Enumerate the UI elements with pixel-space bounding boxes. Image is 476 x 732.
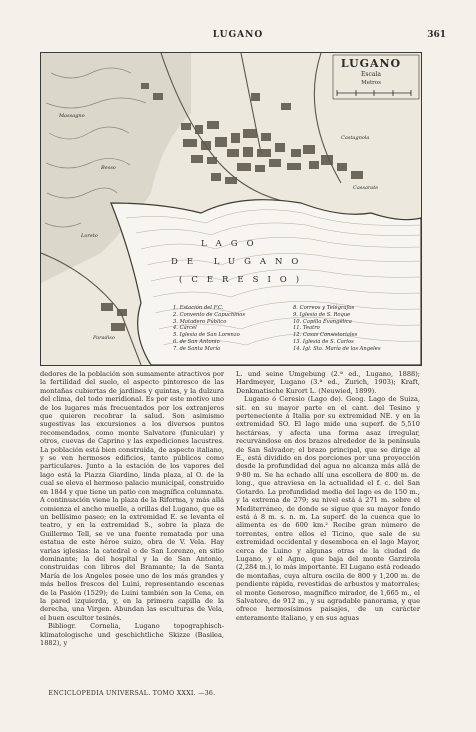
lake-label: LAGO (201, 239, 263, 249)
map-legend-left (173, 305, 245, 353)
legend-item: 14. Igl. Sta. María de los Angeles (293, 345, 381, 352)
place-label: Paradiso (93, 335, 115, 341)
legend-item: 2. Convento de Capuchinos (173, 311, 246, 318)
legend-item: 10. Capilla Evangélica (293, 318, 352, 325)
article-lake-lugano: Lugano ó Ceresio (Lago de). Geog. Lago de Suiza, sit. en su mayor parte en el cant. del Tesino y perteneciente á Italia por su extremidad NE. y en la extremidad SO. El lago mide una superf. de 5,510 hectáreas, y afecta una forma asaz irregular, recurvándose en dos brazos alrededor de la península de San Salvador; el brazo principal, que se dirige al E., está dividido en dos porciones por una proyección desde la profundidad del agua no alcanza más allá de 9·80 m. Se ha echado allí una escollera de 800 m. de long., que atraviesa en la actualidad el f. c. del San Gotardo. La profundidad media del lago es de 150 m., y la extrema de 279; su nivel está á 271 m. sobre el Mediterráneo, de donde se sigue que su mayor fondo está á 8 m. s. n. m. La superf. de la cuenca que lo alimenta es de 600 km.² Recibe gran número de torrentes, entre ellos el Ticino, que sale de su extremidad occidental y desemboca en el lago Mayor, cerca de Luino y algunas otras de la ciudad de Lugano, y el Agno, que baja del monte Garzirola (2,284 m.), lo más importante. El Lugano está rodeado de montañas, cuya altura oscila de 800 y 1,200 m. de pendiente rápida, revestidas de arbustos y matorrales; el monte Generoso, magnífico mirador, de 1,665 m., el Salvatore, de 912 m., y su agradable panorama, y que ofrece hermosísimos paisajes, de un carácter enteramente italiano, y en sus aguas (236, 395, 420, 622)
legend-item: 4. Cárcel (173, 325, 197, 332)
right-column (236, 370, 420, 622)
place-label: Loreto (81, 233, 98, 239)
paragraph: L. und seine Umgebung (2.ª ed., Lugano, 1888); Hardmeyer, Lugano (3.ª ed., Zurich, 1903); Kraft, Denkmatische Kurort L. (Neuwied, 1899). (236, 370, 420, 395)
running-title: LUGANO (212, 30, 264, 40)
legend-item: 5. Iglesia de San Lorenzo (173, 332, 240, 339)
map-title: LUGANO (340, 57, 402, 70)
place-label: Castagnola (341, 135, 370, 141)
left-column (40, 370, 224, 647)
article-body (40, 370, 420, 688)
legend-item: 11. Teatro (293, 325, 320, 332)
place-label: Massagno (59, 113, 85, 119)
place-label: Besso (101, 165, 116, 171)
legend-item: 13. Iglesia de S. Carlos (293, 338, 354, 345)
city-map (40, 52, 422, 366)
page-number: 361 (427, 30, 446, 40)
page-footer: ENCICLOPEDIA UNIVERSAL. TOMO XXXI. —36. (48, 690, 216, 697)
legend-item: 7. de Santa María (173, 345, 221, 352)
legend-item: 1. Estación del F.C. (173, 305, 224, 311)
legend-item: 8. Correos y Telégrafos (293, 305, 355, 311)
paragraph: dedores de la población son sumamente atractivos por la fertilidad del suelo, el aspecto pintoresco de las montañas cubiertas de jardines y quintas, y la dulzura del clima, del todo meridional. Es por este motivo uno de los lugares más frecuentados por los extranjeros que quieren recobrar la salud. Son asimismo sugestivas las excursiones a los diversos puntos recomendados, como monte Salvatore (funicular) y otros, cuevas de Caprino y las expediciones lacustres. La población está bien construida, de aspecto italiano, y se ven hermosos edificios, tanto públicos como particulares. Junto a la estación de los vapores del lago está la Piazza Giardino, linda plaza, al O. de la cual se eleva el hermoso palacio municipal, construido en 1844 y que tiene un patio con magnífica columnata. A continuación viene la plaza de la Riforma, y más allá comienza el ancho muelle, a orillas del Lugano, que es un bellísimo paseo; en la extremidad E. se levanta el teatro, y en la extremidad S., sobre la plaza de Guillermo Tell, se ve una fuente rematada por una estatua de este héroe suizo, obra de V. Vela. Hay varias iglesias: la catedral o de San Lorenzo, en sitio dominante; la del hospital y la de San Antonio, construidas con libros del Bramante; la de Santa María de los Angeles posee uno de los más grandes y más bellos frescos del Luini, representando escenas de la Pasión (1529); de Luini también son la Cena, en la pared izquierda, y, en la primera capilla de la derecha, una Virgen. Abundan las esculturas de Vela, el buen escultor tesinés. (40, 370, 224, 622)
lake-label: DE LUGANO (171, 257, 308, 267)
legend-item: 6. de San Antonio (173, 338, 220, 345)
map-legend-right (293, 305, 381, 353)
page-header (30, 30, 446, 44)
bibliography-paragraph: Bibliogr. Cornelia, Lugano topographisch-klimatologische und geschichtliche Skizze (Basilea, 1882), y (40, 622, 224, 647)
lake-label: (CERESIO) (179, 275, 309, 285)
map-scale-label: Escala (361, 71, 381, 78)
legend-item: 12. Casas Consistoriales (293, 332, 358, 339)
place-label: Cassarate (353, 185, 379, 191)
map-scale-unit: Metros (361, 80, 381, 86)
legend-item: 9. Iglesia de S. Roque (293, 311, 351, 318)
legend-item: 3. Matadero Público (173, 318, 227, 325)
